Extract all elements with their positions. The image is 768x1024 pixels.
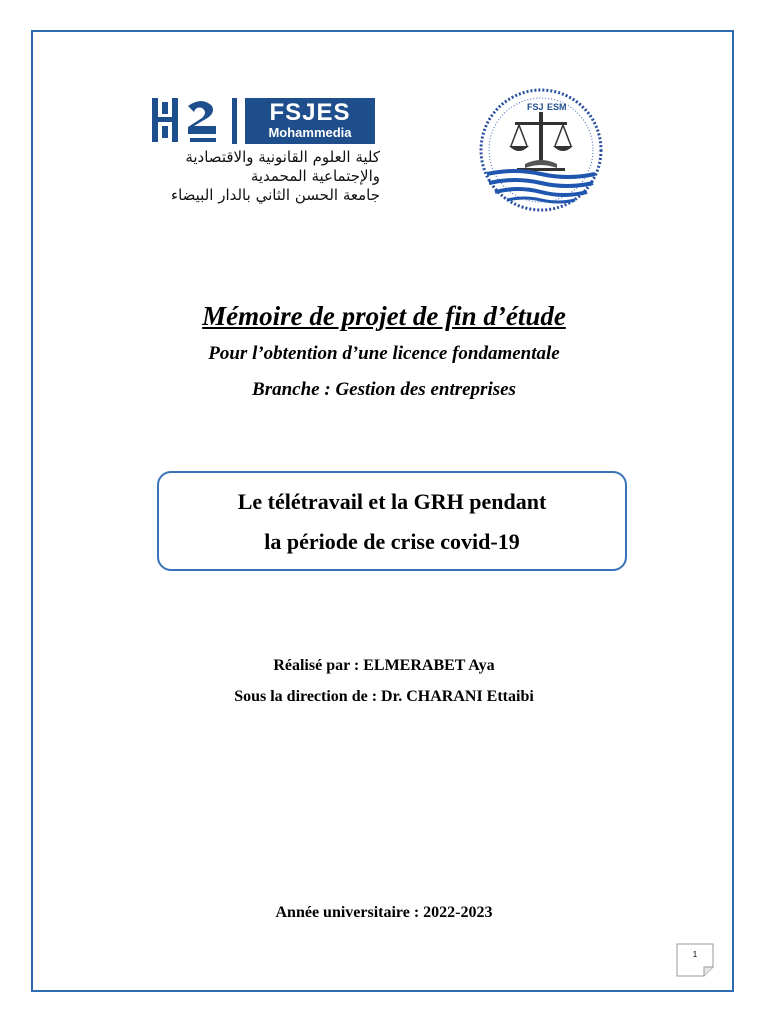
author-line: Réalisé par : ELMERABET Aya: [273, 657, 495, 674]
scales-of-justice-seal-icon: [467, 88, 615, 216]
topic-line-2: la période de crise covid-19: [264, 529, 520, 554]
arabic-line-2: والإجتماعية المحمدية: [250, 167, 380, 185]
page-number-tag: [676, 943, 714, 977]
page-fold-icon: [676, 943, 714, 977]
seal-acronym-text: FSJ: [527, 102, 544, 112]
topic-box: [157, 471, 627, 571]
document-subtitle: Pour l’obtention d’une licence fondamentale: [208, 343, 560, 364]
arabic-line-3: جامعة الحسن الثاني بالدار البيضاء: [171, 186, 380, 204]
supervisor-line: Sous la direction de : Dr. CHARANI Ettaibi: [234, 688, 534, 705]
document-title: Mémoire de projet de fin d’étude: [202, 301, 566, 331]
faculty-arabic-name: [150, 148, 380, 205]
fsjes-city: Mohammedia: [268, 125, 352, 140]
uh2-university-mark-icon: [150, 96, 225, 144]
svg-text:ESM: ESM: [547, 102, 567, 112]
fsjes-badge: [245, 98, 375, 144]
document-branch: Branche : Gestion des entreprises: [252, 379, 516, 400]
topic-line-1: Le télétravail et la GRH pendant: [237, 489, 547, 514]
fsjes-acronym: FSJES: [269, 99, 351, 126]
logo-divider: [232, 98, 237, 144]
fsjes-logo: [150, 96, 380, 208]
title-block: [0, 298, 768, 402]
page-number: 1: [692, 950, 698, 959]
academic-year: Année universitaire : 2022-2023: [275, 904, 493, 921]
fsjesm-seal-logo: [467, 88, 615, 216]
credits: [0, 656, 768, 707]
arabic-line-1: كلية العلوم القانونية والاقتصادية: [185, 148, 380, 166]
